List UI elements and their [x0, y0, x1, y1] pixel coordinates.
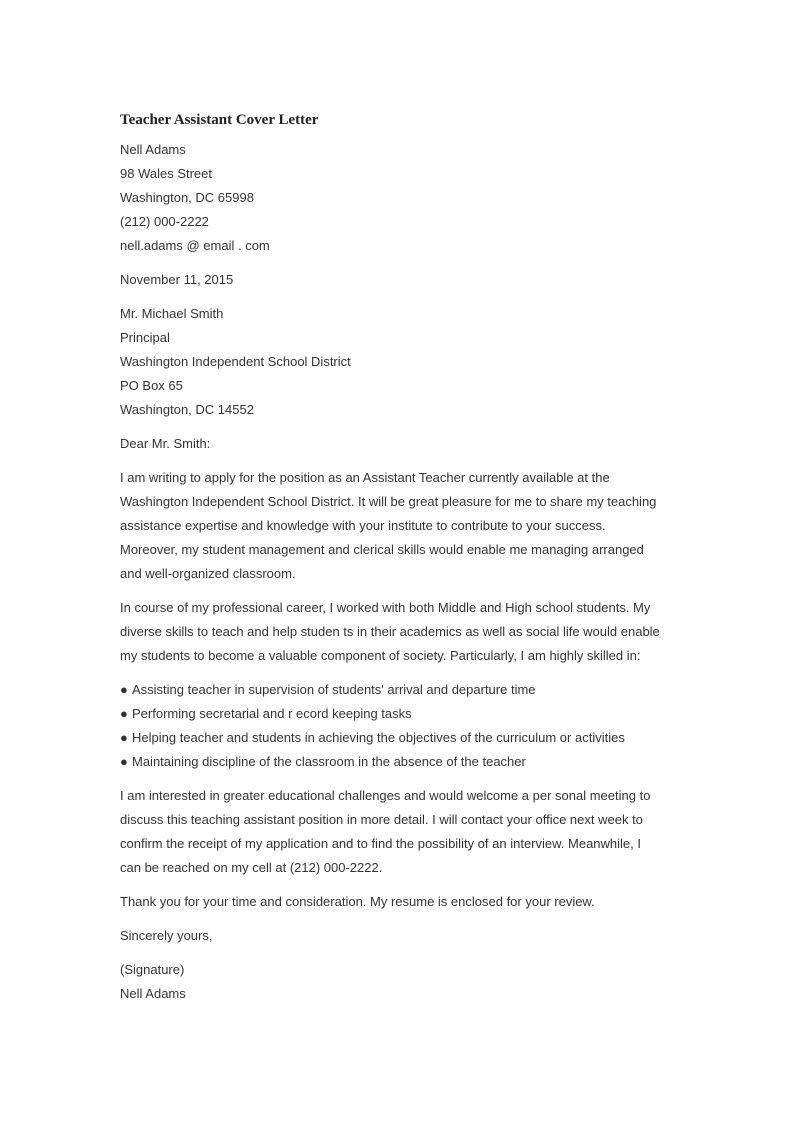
salutation: Dear Mr. Smith:: [120, 436, 211, 451]
bullet-icon: ●: [120, 682, 128, 697]
paragraph-line: my students to become a valuable component of society. Particularly, I am highly skilled in:: [120, 648, 641, 663]
paragraph-line: In course of my professional career, I worked with both Middle and High school students. My: [120, 600, 651, 615]
signature-placeholder: (Signature): [120, 962, 185, 977]
sender-street: 98 Wales Street: [120, 166, 213, 181]
list-item-text: Helping teacher and students in achieving the objectives of the curriculum or activities: [132, 730, 625, 745]
sender-address: [120, 138, 680, 258]
signoff-name: Nell Adams: [120, 986, 186, 1001]
paragraph-line: confirm the receipt of my application and to find the possibility of an interview. Meanwhile, I: [120, 836, 641, 851]
paragraph-line: I am interested in greater educational challenges and would welcome a per sonal meeting to: [120, 788, 651, 803]
letter-date-block: [120, 268, 680, 292]
closing-block: [120, 924, 680, 948]
sender-phone: (212) 000-2222: [120, 214, 209, 229]
letter-date: November 11, 2015: [120, 272, 234, 287]
sender-city: Washington, DC 65998: [120, 190, 254, 205]
list-item: [120, 678, 680, 702]
paragraph-line: I am writing to apply for the position as an Assistant Teacher currently available at the: [120, 470, 610, 485]
paragraph-line: can be reached on my cell at (212) 000-2222.: [120, 860, 383, 875]
paragraph-experience: [120, 596, 680, 668]
paragraph-line: diverse skills to teach and help studen ts in their academics as well as social life would enable: [120, 624, 660, 639]
list-item-text: Performing secretarial and r ecord keeping tasks: [132, 706, 412, 721]
recipient-organization: Washington Independent School District: [120, 354, 351, 369]
thanks-block: [120, 890, 680, 914]
paragraph-intro: [120, 466, 680, 586]
paragraph-line: Washington Independent School District. It will be great pleasure for me to share my teaching: [120, 494, 657, 509]
recipient-name: Mr. Michael Smith: [120, 306, 224, 321]
paragraph-line: Moreover, my student management and clerical skills would enable me managing arranged: [120, 542, 644, 557]
letter-body: [120, 108, 680, 1016]
bullet-icon: ●: [120, 730, 128, 745]
sender-name: Nell Adams: [120, 142, 186, 157]
recipient-city: Washington, DC 14552: [120, 402, 254, 417]
list-item: [120, 750, 680, 774]
paragraph-line: assistance expertise and knowledge with your institute to contribute to your success.: [120, 518, 606, 533]
bullet-icon: ●: [120, 706, 128, 721]
salutation-block: [120, 432, 680, 456]
thanks-line: Thank you for your time and consideration. My resume is enclosed for your review.: [120, 894, 595, 909]
paragraph-line: discuss this teaching assistant position in more detail. I will contact your office next week to: [120, 812, 643, 827]
document-title: Teacher Assistant Cover Letter: [120, 112, 319, 128]
recipient-po-box: PO Box 65: [120, 378, 183, 393]
recipient-address: [120, 302, 680, 422]
bullet-icon: ●: [120, 754, 128, 769]
list-item-text: Maintaining discipline of the classroom in the absence of the teacher: [132, 754, 526, 769]
list-item-text: Assisting teacher in supervision of students' arrival and departure time: [132, 682, 536, 697]
list-item: [120, 702, 680, 726]
paragraph-line: and well-organized classroom.: [120, 566, 296, 581]
closing-line: Sincerely yours,: [120, 928, 213, 943]
paragraph-closing: [120, 784, 680, 880]
list-item: [120, 726, 680, 750]
recipient-position: Principal: [120, 330, 170, 345]
sender-email: nell.adams @ email . com: [120, 238, 270, 253]
signature-block: [120, 958, 680, 1006]
skills-list: [120, 678, 680, 774]
